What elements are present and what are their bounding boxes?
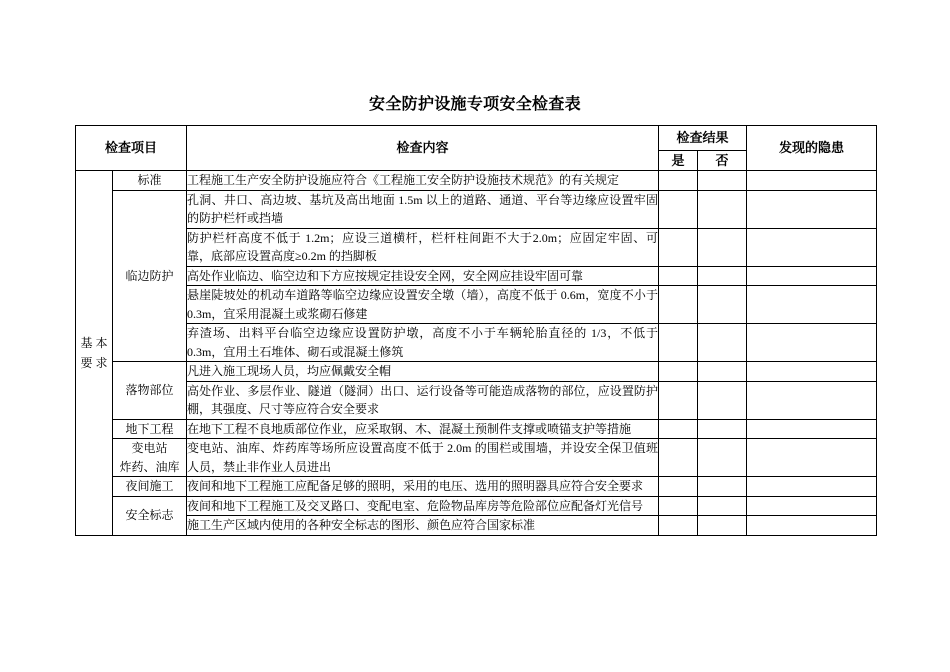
result-yes-cell xyxy=(659,362,698,382)
check-content-cell: 在地下工程不良地质部位作业，应采取钢、木、混凝土预制件支撑或喷锚支护等措施 xyxy=(187,419,659,439)
result-yes-cell xyxy=(659,171,698,191)
check-content-cell: 孔洞、井口、高边坡、基坑及高出地面 1.5m 以上的道路、通道、平台等边缘应设置牢固的防护栏杆或挡墙 xyxy=(187,190,659,228)
hazard-cell xyxy=(747,266,877,286)
table-row xyxy=(76,516,877,536)
group-label-basic-requirements xyxy=(76,171,113,536)
result-yes-cell xyxy=(659,228,698,266)
check-content-cell: 弃渣场、出料平台临空边缘应设置防护墩，高度不小于车辆轮胎直径的 1/3，不低于 0.3m，宜用土石堆体、砌石或混凝土修筑 xyxy=(187,324,659,362)
group-label-line: 要求 xyxy=(80,355,111,370)
hazard-cell xyxy=(747,190,877,228)
result-yes-cell xyxy=(659,516,698,536)
table-row xyxy=(76,171,877,191)
result-no-cell xyxy=(698,439,747,477)
check-content-cell: 悬崖陡坡处的机动车道路等临空边缘应设置安全墩（墙），高度不低于 0.6m，宽度不小于 0.3m，宜采用混凝土或浆砌石修建 xyxy=(187,286,659,324)
result-yes-cell xyxy=(659,381,698,419)
category-label-text: 临边防护 xyxy=(125,268,174,283)
header-hazards-found: 发现的隐患 xyxy=(747,126,877,171)
result-no-cell xyxy=(698,324,747,362)
category-label-falling-objects xyxy=(113,362,187,420)
check-content-cell: 工程施工生产安全防护设施应符合《工程施工安全防护设施技术规范》的有关规定 xyxy=(187,171,659,191)
table-row xyxy=(76,286,877,324)
result-no-cell xyxy=(698,228,747,266)
result-yes-cell xyxy=(659,190,698,228)
result-no-cell xyxy=(698,419,747,439)
header-check-result: 检查结果 xyxy=(659,126,747,151)
hazard-cell xyxy=(747,477,877,497)
table-row xyxy=(76,362,877,382)
hazard-cell xyxy=(747,286,877,324)
check-content-cell: 高处作业临边、临空边和下方应按规定挂设安全网，安全网应挂设牢固可靠 xyxy=(187,266,659,286)
category-label-text: 夜间施工 xyxy=(125,479,174,493)
header-row xyxy=(76,126,877,151)
result-yes-cell xyxy=(659,439,698,477)
header-check-item: 检查项目 xyxy=(76,126,187,171)
category-label-standard xyxy=(113,171,187,191)
category-label-night-construction xyxy=(113,477,187,497)
result-no-cell xyxy=(698,477,747,497)
result-no-cell xyxy=(698,266,747,286)
hazard-cell xyxy=(747,324,877,362)
result-no-cell xyxy=(698,381,747,419)
header-result-yes: 是 xyxy=(659,151,698,171)
check-content-cell: 防护栏杆高度不低于 1.2m；应设三道横杆，栏杆柱间距不大于2.0m；应固定牢固、可靠，底部应设置高度≥0.2m 的挡脚板 xyxy=(187,228,659,266)
hazard-cell xyxy=(747,419,877,439)
check-content-cell: 高处作业、多层作业、隧道（隧洞）出口、运行设备等可能造成落物的部位，应设置防护棚，其强度、尺寸等应符合安全要求 xyxy=(187,381,659,419)
table-row xyxy=(76,324,877,362)
hazard-cell xyxy=(747,496,877,516)
page-title: 安全防护设施专项安全检查表 xyxy=(369,96,581,113)
hazard-cell xyxy=(747,171,877,191)
result-yes-cell xyxy=(659,419,698,439)
category-label-text: 安全标志 xyxy=(125,508,174,523)
category-label-underground-works xyxy=(113,419,187,439)
header-result-no: 否 xyxy=(698,151,747,171)
table-body xyxy=(76,171,877,536)
result-no-cell xyxy=(698,171,747,191)
header-check-content: 检查内容 xyxy=(187,126,659,171)
table-row xyxy=(76,477,877,497)
table-header xyxy=(76,126,877,171)
table-row xyxy=(76,381,877,419)
category-label-text: 地下工程 xyxy=(125,421,174,436)
result-no-cell xyxy=(698,496,747,516)
check-content-cell: 夜间和地下工程施工应配备足够的照明，采用的电压、选用的照明器具应符合安全要求 xyxy=(187,477,659,497)
result-no-cell xyxy=(698,516,747,536)
table-row xyxy=(76,228,877,266)
category-label-edge-protection xyxy=(113,190,187,362)
category-label-text: 落物部位 xyxy=(125,383,174,397)
table-row xyxy=(76,266,877,286)
result-no-cell xyxy=(698,190,747,228)
hazard-cell xyxy=(747,381,877,419)
category-label-text: 变电站 xyxy=(131,441,168,455)
hazard-cell xyxy=(747,228,877,266)
category-label-text: 标准 xyxy=(137,173,162,187)
table-row xyxy=(76,190,877,228)
result-yes-cell xyxy=(659,477,698,497)
category-label-text: 炸药、油库 xyxy=(119,459,180,474)
hazard-cell xyxy=(747,516,877,536)
table-row xyxy=(76,496,877,516)
check-content-cell: 凡进入施工现场人员，均应佩戴安全帽 xyxy=(187,362,659,382)
result-yes-cell xyxy=(659,286,698,324)
hazard-cell xyxy=(747,439,877,477)
result-no-cell xyxy=(698,362,747,382)
result-no-cell xyxy=(698,286,747,324)
group-label-line: 基本 xyxy=(80,335,111,350)
check-content-cell: 夜间和地下工程施工及交叉路口、变配电室、危险物品库房等危险部位应配备灯光信号 xyxy=(187,496,659,516)
check-content-cell: 施工生产区域内使用的各种安全标志的图形、颜色应符合国家标准 xyxy=(187,516,659,536)
result-yes-cell xyxy=(659,324,698,362)
hazard-cell xyxy=(747,362,877,382)
table-row xyxy=(76,439,877,477)
result-yes-cell xyxy=(659,496,698,516)
table-row xyxy=(76,419,877,439)
category-label-substation-explosives-oil-depot xyxy=(113,439,187,477)
check-content-cell: 变电站、油库、炸药库等场所应设置高度不低于 2.0m 的围栏或围墙，并设安全保卫值班人员，禁止非作业人员进出 xyxy=(187,439,659,477)
category-label-safety-signs xyxy=(113,496,187,535)
result-yes-cell xyxy=(659,266,698,286)
inspection-table xyxy=(75,125,877,536)
